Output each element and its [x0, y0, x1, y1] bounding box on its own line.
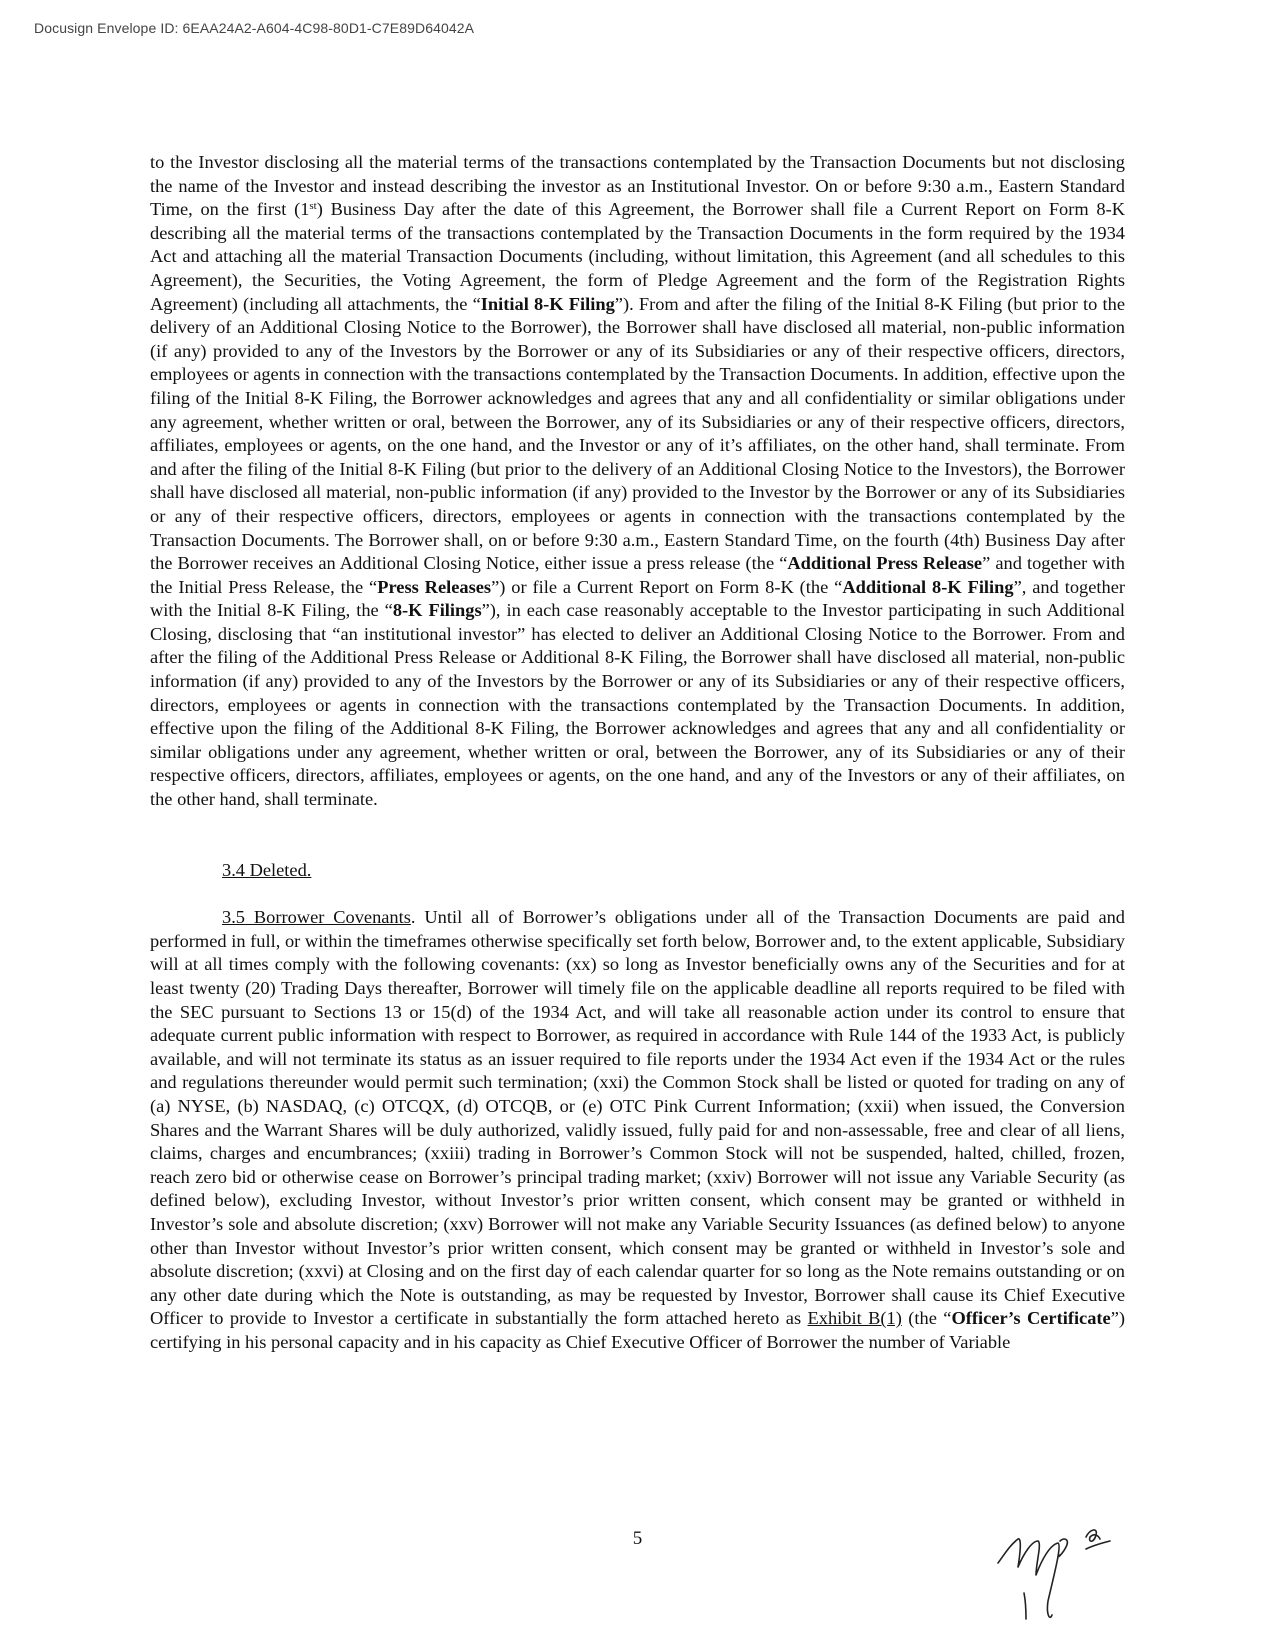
- section-3-5-borrower-covenants: 3.5 Borrower Covenants. Until all of Borrower’s obligations under all of the Transaction Documents are paid and performed in full, or within the timeframes otherwise specifically set forth below, Borrower and, to the extent applicable, Subsidiary will at all times comply with the following covenants: (xx) so long as Investor beneficially owns any of the Securities and for at least twenty (20) Trading Days thereafter, Borrower will timely file on the applicable deadline all reports required to be filed with the SEC pursuant to Sections 13 or 15(d) of the 1934 Act, and will take all reasonable action under its control to ensure that adequate current public information with respect to Borrower, as required in accordance with Rule 144 of the 1933 Act, is publicly available, and will not terminate its status as an issuer required to file reports under the 1934 Act even if the 1934 Act or the rules and regulations thereunder would permit such termination; (xxi) the Common Stock shall be listed or quoted for trading on any of (a) NYSE, (b) NASDAQ, (c) OTCQX, (d) OTCQB, or (e) OTC Pink Current Information; (xxii) when issued, the Conversion Shares and the Warrant Shares will be duly authorized, validly issued, fully paid for and non-assessable, free and clear of all liens, claims, charges and encumbrances; (xxiii) trading in Borrower’s Common Stock will not be suspended, halted, chilled, frozen, reach zero bid or otherwise cease on Borrower’s principal trading market; (xxiv) Borrower will not issue any Variable Security (as defined below), excluding Investor, without Investor’s prior written consent, which consent may be granted or withheld in Investor’s sole and absolute discretion; (xxv) Borrower will not make any Variable Security Issuances (as defined below) to anyone other than Investor without Investor’s prior written consent, which consent may be granted or withheld in Investor’s sole and absolute discretion; (xxvi) at Closing and on the first day of each calendar quarter for so long as the Note remains outstanding or on any other date during which the Note is outstanding, as may be requested by Investor, Borrower shall cause its Chief Executive Officer to provide to Investor a certificate in substantially the form attached hereto as Exhibit B(1) (the “Officer’s Certificate”) certifying in his personal capacity and in his capacity as Chief Executive Officer of Borrower the number of Variable: [150, 907, 1126, 1352]
- section-3-4-heading: 3.4 Deleted.: [222, 859, 312, 880]
- superscript-st: st: [309, 200, 317, 213]
- page-number: 5: [632, 1528, 643, 1549]
- section-3-5-heading: 3.5 Borrower Covenants: [222, 907, 411, 928]
- defined-term-press-releases: Press Releases: [377, 576, 492, 597]
- document-body: [150, 151, 1125, 1355]
- paragraph-disclosure: to the Investor disclosing all the material terms of the transactions contemplated by the Transaction Documents but not disclosing the name of the Investor and instead describing the investor as an Institutional Investor. On or before 9:30 a.m., Eastern Standard Time, on the first (1st) Business Day after the date of this Agreement, the Borrower shall file a Current Report on Form 8-K describing all the material terms of the transactions contemplated by the Transaction Documents in the form required by the 1934 Act and attaching all the material Transaction Documents (including, without limitation, this Agreement (and all schedules to this Agreement), the Securities, the Voting Agreement, the form of Pledge Agreement and the form of the Registration Rights Agreement) (including all attachments, the “Initial 8-K Filing”). From and after the filing of the Initial 8-K Filing (but prior to the delivery of an Additional Closing Notice to the Borrower), the Borrower shall have disclosed all material, non-public information (if any) provided to any of the Investors by the Borrower or any of its Subsidiaries or any of their respective officers, directors, employees or agents in connection with the transactions contemplated by the Transaction Documents. In addition, effective upon the filing of the Initial 8-K Filing, the Borrower acknowledges and agrees that any and all confidentiality or similar obligations under any agreement, whether written or oral, between the Borrower, any of its Subsidiaries or any of their respective officers, directors, affiliates, employees or agents, on the one hand, and the Investor or any of it’s affiliates, on the other hand, shall terminate. From and after the filing of the Initial 8-K Filing (but prior to the delivery of an Additional Closing Notice to the Investors), the Borrower shall have disclosed all material, non-public information (if any) provided to the Investor by the Borrower or any of its Subsidiaries or any of their respective officers, directors, employees or agents in connection with the transactions contemplated by the Transaction Documents. The Borrower shall, on or before 9:30 a.m., Eastern Standard Time, on the fourth (4th) Business Day after the Borrower receives an Additional Closing Notice, either issue a press release (the “Additional Press Release” and together with the Initial Press Release, the “Press Releases”) or file a Current Report on Form 8-K (the “Additional 8-K Filing”, and together with the Initial 8-K Filing, the “8-K Filings”), in each case reasonably acceptable to the Investor participating in such Additional Closing, disclosing that “an institutional investor” has elected to deliver an Additional Closing Notice to the Borrower. From and after the filing of the Additional Press Release or Additional 8-K Filing, the Borrower shall have disclosed all material, non-public information (if any) provided to any of the Investors by the Borrower or any of its Subsidiaries or any of their respective officers, directors, employees or agents in connection with the transactions contemplated by the Transaction Documents. In addition, effective upon the filing of the Additional 8-K Filing, the Borrower acknowledges and agrees that any and all confidentiality or similar obligations under any agreement, whether written or oral, between the Borrower, any of its Subsidiaries or any of their respective officers, directors, affiliates, employees or agents, on the one hand, and any of the Investors or any of their affiliates, on the other hand, shall terminate.: [150, 152, 1125, 810]
- defined-term-additional-8k-filing: Additional 8-K Filing: [842, 576, 1014, 597]
- handwritten-initials-signature-icon: [990, 1515, 1140, 1635]
- defined-term-additional-press-release: Additional Press Release: [787, 553, 983, 574]
- defined-term-officers-certificate: Officer’s Certificate: [951, 1308, 1111, 1329]
- defined-term-8k-filings: 8-K Filings: [392, 600, 482, 621]
- defined-term-initial-8k-filing: Initial 8-K Filing: [480, 293, 615, 314]
- exhibit-b1-reference: Exhibit B(1): [807, 1308, 902, 1329]
- docusign-envelope-id: Docusign Envelope ID: 6EAA24A2-A604-4C98-80D1-C7E89D64042A: [34, 20, 475, 36]
- section-3-4: [150, 859, 1125, 883]
